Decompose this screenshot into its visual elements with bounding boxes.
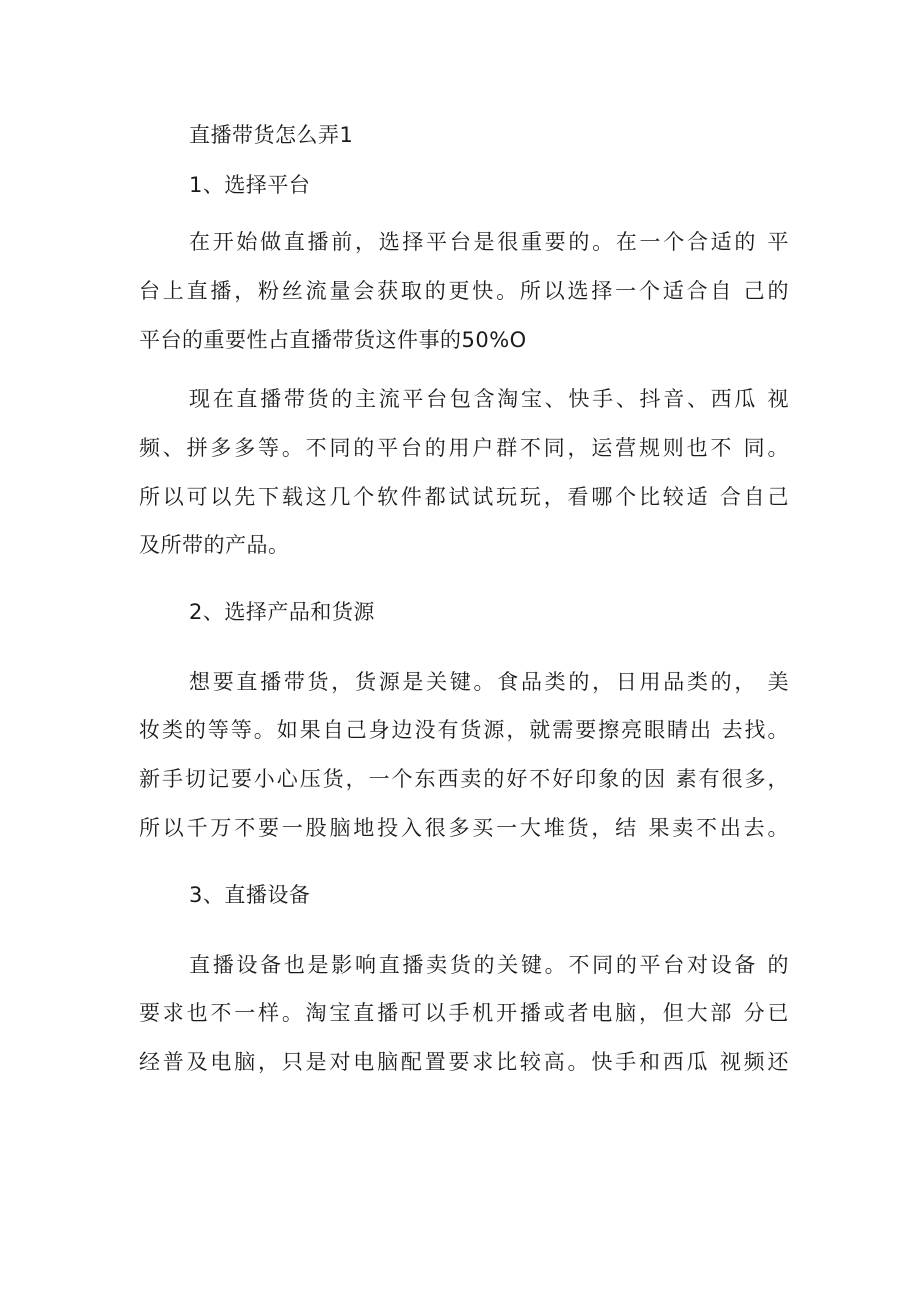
paragraph-line: 频、拼多多等。不同的平台的用户群不同，运营规则也不 同。 <box>139 436 789 460</box>
paragraph-line: 平台的重要性占直播带货这件事的50%O <box>139 328 527 352</box>
paragraph-line: 要求也不一样。淘宝直播可以手机开播或者电脑，但大部 分已 <box>139 1001 789 1025</box>
section-heading: 1、选择平台 <box>189 173 311 197</box>
paragraph-line: 及所带的产品。 <box>139 533 290 557</box>
paragraph-line: 所以千万不要一股脑地投入很多买一大堆货，结 果卖不出去。 <box>139 816 789 840</box>
paragraph-line: 现在直播带货的主流平台包含淘宝、快手、抖音、西瓜 视 <box>189 387 789 411</box>
section-heading: 2、选择产品和货源 <box>189 600 375 624</box>
paragraph-line: 在开始做直播前，选择平台是很重要的。在一个合适的 平 <box>189 230 789 254</box>
paragraph-line: 经普及电脑，只是对电脑配置要求比较高。快手和西瓜 视频还 <box>139 1050 789 1074</box>
paragraph-line: 妆类的等等。如果自己身边没有货源，就需要擦亮眼睛出 去找。 <box>139 718 789 742</box>
paragraph-line: 想要直播带货，货源是关键。食品类的，日用品类的， 美 <box>189 670 789 694</box>
paragraph-line: 新手切记要小心压货，一个东西卖的好不好印象的因 素有很多， <box>139 767 789 791</box>
paragraph-line: 所以可以先下载这几个软件都试试玩玩，看哪个比较适 合自己 <box>139 485 789 509</box>
document-title: 直播带货怎么弄1 <box>189 123 354 147</box>
paragraph-line: 直播设备也是影响直播卖货的关键。不同的平台对设备 的 <box>189 953 789 977</box>
paragraph-line: 台上直播，粉丝流量会获取的更快。所以选择一个适合自 己的 <box>139 279 789 303</box>
section-heading: 3、直播设备 <box>189 883 311 907</box>
